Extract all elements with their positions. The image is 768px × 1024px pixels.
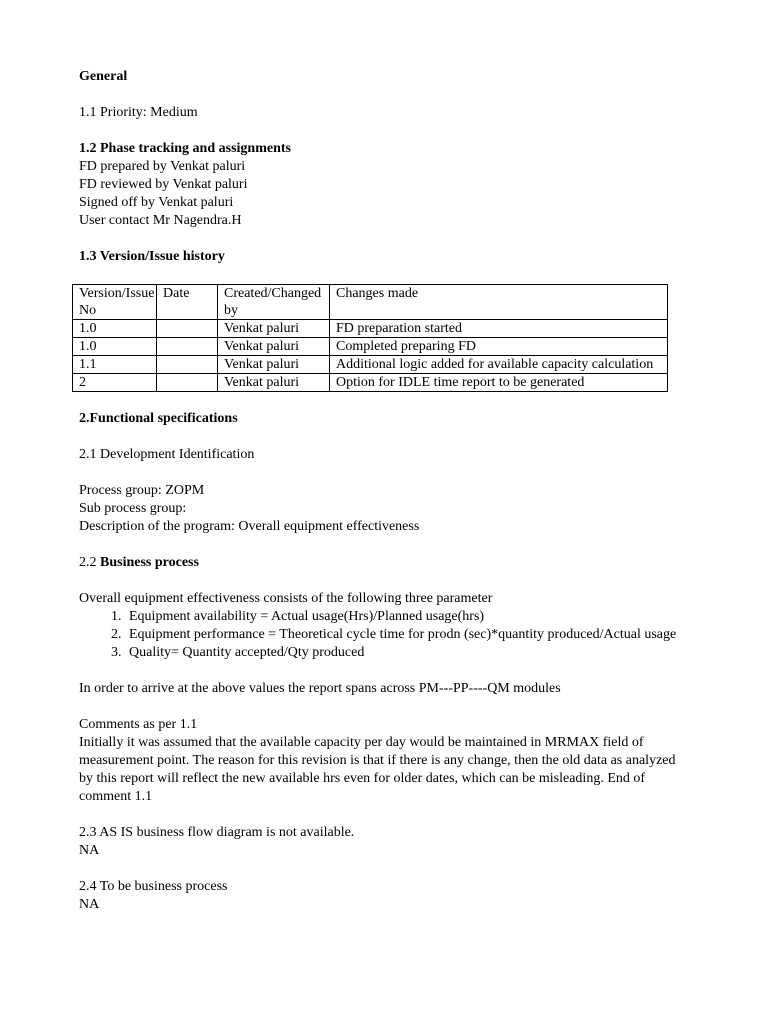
table-cell	[157, 320, 218, 338]
as-is-value: NA	[79, 843, 100, 858]
table-cell: FD preparation started	[330, 320, 668, 338]
priority-line: 1.1 Priority: Medium	[79, 105, 198, 120]
document-page	[79, 68, 699, 914]
table-row	[73, 374, 668, 392]
phase-tracking-heading: 1.2 Phase tracking and assignments	[79, 141, 291, 156]
table-cell: Completed preparing FD	[330, 338, 668, 356]
phase-line-user-contact: User contact Mr Nagendra.H	[79, 213, 242, 228]
sub-process-group: Sub process group:	[79, 501, 187, 516]
table-row	[73, 356, 668, 374]
table-cell: Venkat paluri	[218, 374, 330, 392]
phase-line-reviewed: FD reviewed by Venkat paluri	[79, 177, 248, 192]
table-cell: Additional logic added for available capacity calculation	[330, 356, 668, 374]
to-be-heading: 2.4 To be business process	[79, 879, 228, 894]
table-cell: 2	[73, 374, 157, 392]
version-history-table	[72, 284, 668, 392]
list-item: 1. Equipment availability = Actual usage(Hrs)/Planned usage(hrs)	[125, 608, 699, 626]
table-header-cell: Changes made	[330, 285, 668, 320]
table-cell: 1.0	[73, 320, 157, 338]
table-cell: 1.0	[73, 338, 157, 356]
business-process-heading	[79, 554, 699, 572]
process-group: Process group: ZOPM	[79, 483, 205, 498]
as-is-heading: 2.3 AS IS business flow diagram is not available.	[79, 825, 355, 840]
general-heading: General	[79, 69, 128, 84]
modules-note: In order to arrive at the above values the report spans across PM---PP----QM modules	[79, 681, 561, 696]
table-row	[73, 320, 668, 338]
business-process-title: Business process	[100, 555, 199, 570]
table-cell	[157, 356, 218, 374]
table-cell: Venkat paluri	[218, 320, 330, 338]
table-header-cell: Created/Changed by	[218, 285, 330, 320]
version-history-heading: 1.3 Version/Issue history	[79, 249, 225, 264]
table-cell: Venkat paluri	[218, 356, 330, 374]
phase-line-prepared: FD prepared by Venkat paluri	[79, 159, 246, 174]
list-item: 3. Quality= Quantity accepted/Qty produced	[125, 644, 699, 662]
functional-spec-heading: 2.Functional specifications	[79, 411, 238, 426]
parameter-list	[79, 608, 699, 662]
table-header-cell: Date	[157, 285, 218, 320]
table-cell	[157, 374, 218, 392]
phase-line-signed-off: Signed off by Venkat paluri	[79, 195, 234, 210]
list-item: 2. Equipment performance = Theoretical cycle time for prodn (sec)*quantity produced/Actual usage	[125, 626, 699, 644]
development-identification: 2.1 Development Identification	[79, 447, 255, 462]
table-header-row	[73, 285, 668, 320]
business-process-number: 2.2	[79, 555, 100, 570]
table-cell: Option for IDLE time report to be generated	[330, 374, 668, 392]
program-description: Description of the program: Overall equipment effectiveness	[79, 519, 420, 534]
oee-intro: Overall equipment effectiveness consists of the following three parameter	[79, 591, 493, 606]
table-header-cell: Version/Issue No	[73, 285, 157, 320]
comments-body: Initially it was assumed that the available capacity per day would be maintained in MRMAX field of measurement point. The reason for this revision is that if there is any change, then the old data as analyzed by this report will reflect the new available hrs even for older dates, which can be misleading. End of comment 1.1	[79, 735, 676, 804]
table-cell	[157, 338, 218, 356]
comments-heading: Comments as per 1.1	[79, 717, 198, 732]
table-cell: Venkat paluri	[218, 338, 330, 356]
table-row	[73, 338, 668, 356]
table-cell: 1.1	[73, 356, 157, 374]
to-be-value: NA	[79, 897, 100, 912]
